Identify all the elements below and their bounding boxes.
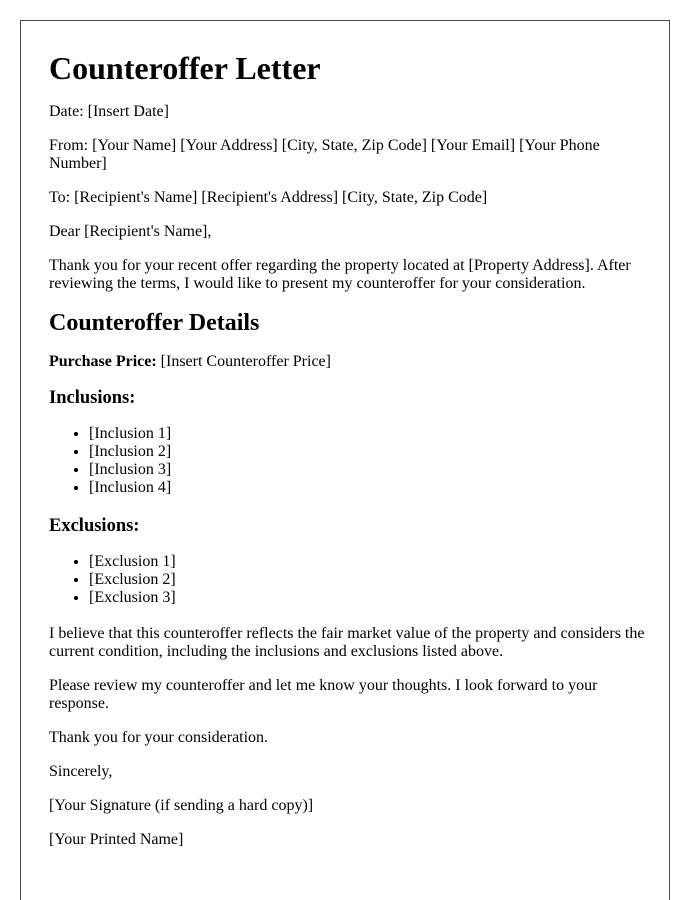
date-line: Date: [Insert Date] (49, 103, 169, 120)
review-paragraph: Please review my counteroffer and let me know your thoughts. I look forward to your response. (49, 677, 598, 712)
inclusions-heading: Inclusions: (49, 388, 136, 408)
exclusions-heading: Exclusions: (49, 516, 140, 536)
closing: Sincerely, (49, 763, 113, 780)
exclusion-item: • [Exclusion 3] (89, 589, 649, 607)
from-line: From: [Your Name] [Your Address] [City, State, Zip Code] [Your Email] [Your Phone Number] (49, 137, 600, 172)
thanks-line: Thank you for your consideration. (49, 729, 269, 746)
purchase-price-value: [Insert Counteroffer Price] (156, 353, 331, 370)
purchase-price-line (49, 353, 649, 371)
letter-page (20, 20, 670, 900)
exclusions-list (49, 553, 649, 607)
to-line: To: [Recipient's Name] [Recipient's Address] [City, State, Zip Code] (49, 189, 488, 206)
details-heading: Counteroffer Details (49, 310, 260, 336)
letter-title: Counteroffer Letter (49, 50, 321, 86)
signature: [Your Signature (if sending a hard copy)] (49, 797, 314, 814)
salutation: Dear [Recipient's Name], (49, 223, 212, 240)
inclusion-item: • [Inclusion 2] (89, 443, 649, 461)
intro-paragraph: Thank you for your recent offer regarding the property located at [Property Address]. After reviewing the terms, I would like to present my counteroffer for your consideration. (49, 257, 631, 292)
printed-name: [Your Printed Name] (49, 831, 184, 848)
belief-paragraph: I believe that this counteroffer reflects the fair market value of the property and considers the current condition, including the inclusions and exclusions listed above. (49, 625, 645, 660)
inclusion-item: • [Inclusion 3] (89, 461, 649, 479)
exclusion-item: • [Exclusion 2] (89, 571, 649, 589)
exclusion-item: • [Exclusion 1] (89, 553, 649, 571)
purchase-price-label: Purchase Price: (49, 353, 157, 370)
inclusion-item: • [Inclusion 1] (89, 425, 649, 443)
inclusion-item: • [Inclusion 4] (89, 479, 649, 497)
inclusions-list (49, 425, 649, 497)
